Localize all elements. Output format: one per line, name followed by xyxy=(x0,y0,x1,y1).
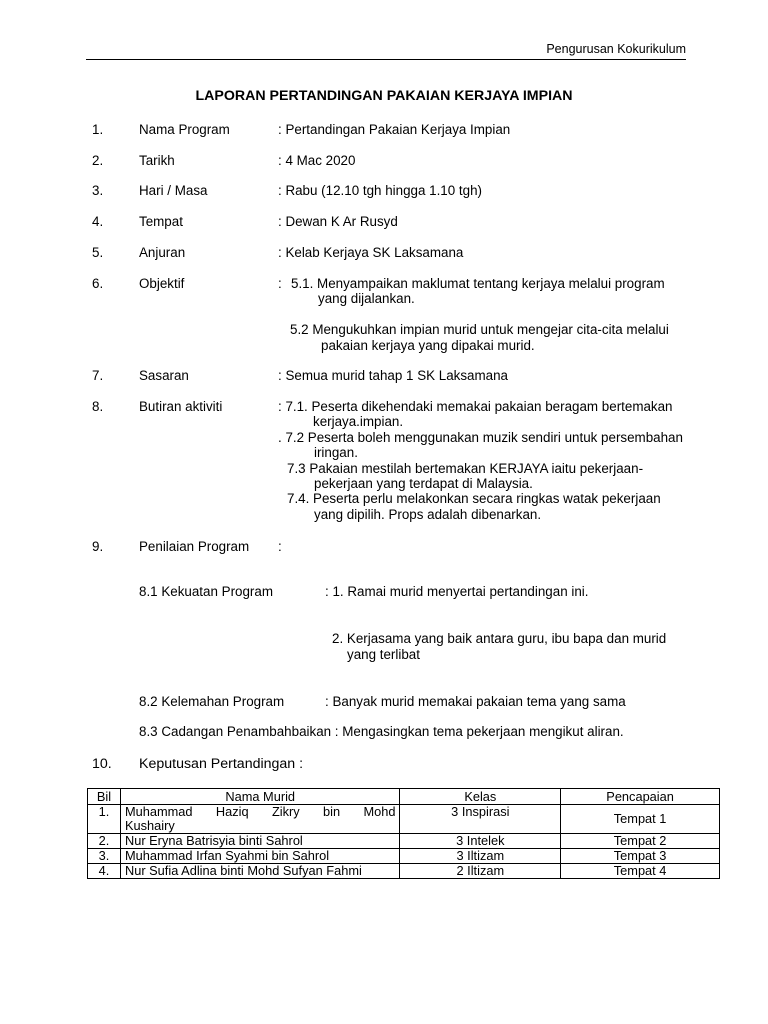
table-row xyxy=(88,805,720,834)
item-row-program-name xyxy=(0,122,768,140)
item-number: 3. xyxy=(92,183,104,198)
cell-name: Muhammad Irfan Syahmi bin Sahrol xyxy=(120,849,399,864)
page-header xyxy=(86,42,686,60)
table-row xyxy=(88,864,720,879)
cell-achievement: Tempat 4 xyxy=(561,864,720,879)
cell-class: 3 Intelek xyxy=(400,834,561,849)
item-value: : 7.1. Peserta dikehendaki memakai pakaian beragam bertemakan xyxy=(278,399,673,414)
cell-class: 3 Iltizam xyxy=(400,849,561,864)
item-value: : 4 Mac 2020 xyxy=(278,153,356,168)
item-label: Sasaran xyxy=(139,368,189,383)
cell-bil: 3. xyxy=(88,849,121,864)
item-number: 8. xyxy=(92,399,104,414)
cell-bil: 4. xyxy=(88,864,121,879)
cell-name: Nur Eryna Batrisyia binti Sahrol xyxy=(120,834,399,849)
item-number: 5. xyxy=(92,245,104,260)
weakness-value: : Banyak murid memakai pakaian tema yang sama xyxy=(325,694,626,709)
item-row-evaluation xyxy=(0,539,768,557)
column-header: Kelas xyxy=(400,789,561,805)
item-number: 7. xyxy=(92,368,104,383)
item-row-day-time xyxy=(0,183,768,201)
objective-1-line-1: 5.1. Menyampaikan maklumat tentang kerjaya melalui program xyxy=(291,276,665,291)
activity-1-line-2: kerjaya.impian. xyxy=(313,414,404,429)
name-line-1: Muhammad Haziq Zikry bin Mohd xyxy=(124,804,396,819)
activity-2-line-2: iringan. xyxy=(314,445,358,460)
strength-2-line-2: yang terlibat xyxy=(347,647,420,662)
item-label: Tempat xyxy=(139,214,183,229)
item-value: : xyxy=(278,276,282,291)
strength-1: : 1. Ramai murid menyertai pertandingan ini. xyxy=(325,584,589,599)
cell-class: 3 Inspirasi xyxy=(400,805,561,834)
item-number: 4. xyxy=(92,214,104,229)
objective-2-line-2: pakaian kerjaya yang dipakai murid. xyxy=(321,338,535,353)
activity-4-line-1: 7.4. Peserta perlu melakonkan secara ringkas watak pekerjaan xyxy=(287,491,661,506)
strength-2-line-1: 2. Kerjasama yang baik antara guru, ibu bapa dan murid xyxy=(332,631,667,646)
strength-label: 8.1 Kekuatan Program xyxy=(139,584,273,599)
item-value: : Semua murid tahap 1 SK Laksamana xyxy=(278,368,509,383)
cell-class: 2 Iltizam xyxy=(400,864,561,879)
item-row-date xyxy=(0,153,768,171)
item-value: : Dewan K Ar Rusyd xyxy=(278,214,398,229)
item-row-venue xyxy=(0,214,768,232)
cell-achievement: Tempat 2 xyxy=(561,834,720,849)
name-line-2: Kushairy xyxy=(124,818,175,833)
table-row xyxy=(88,849,720,864)
item-label: Anjuran xyxy=(139,245,186,260)
item-label: Tarikh xyxy=(139,153,175,168)
activity-3-line-2: pekerjaan yang terdapat di Malaysia. xyxy=(314,476,533,491)
table-row xyxy=(88,834,720,849)
cell-achievement: Tempat 3 xyxy=(561,849,720,864)
item-number: 10. xyxy=(92,756,112,772)
cell-bil: 2. xyxy=(88,834,121,849)
report-title: LAPORAN PERTANDINGAN PAKAIAN KERJAYA IMPIAN xyxy=(195,88,573,104)
item-value: : Pertandingan Pakaian Kerjaya Impian xyxy=(278,122,511,137)
column-header: Bil xyxy=(88,789,121,805)
item-number: 6. xyxy=(92,276,104,291)
cell-bil: 1. xyxy=(88,805,121,834)
item-label: Nama Program xyxy=(139,122,230,137)
item-label: Keputusan Pertandingan : xyxy=(139,756,304,772)
activity-2-line-1: . 7.2 Peserta boleh menggunakan muzik sendiri untuk persembahan xyxy=(278,430,683,445)
item-value: : xyxy=(278,539,282,554)
item-row-target xyxy=(0,368,768,386)
item-number: 1. xyxy=(92,122,104,137)
item-label: Hari / Masa xyxy=(139,183,208,198)
weakness-label: 8.2 Kelemahan Program xyxy=(139,694,285,709)
item-row-organizer xyxy=(0,245,768,263)
table-header-row xyxy=(88,789,720,805)
column-header: Nama Murid xyxy=(120,789,399,805)
activity-4-line-2: yang dipilih. Props adalah dibenarkan. xyxy=(314,507,542,522)
cell-achievement: Tempat 1 xyxy=(561,805,720,834)
item-value: : Kelab Kerjaya SK Laksamana xyxy=(278,245,464,260)
item-label: Objektif xyxy=(139,276,185,291)
decision-heading xyxy=(0,756,768,774)
objective-1-line-2: yang dijalankan. xyxy=(318,291,415,306)
activity-3-line-1: 7.3 Pakaian mestilah bertemakan KERJAYA iaitu pekerjaan- xyxy=(287,461,644,476)
cell-name: Nur Sufia Adlina binti Mohd Sufyan Fahmi xyxy=(120,864,399,879)
column-header: Pencapaian xyxy=(561,789,720,805)
item-value: : Rabu (12.10 tgh hingga 1.10 tgh) xyxy=(278,183,482,198)
department-label: Pengurusan Kokurikulum xyxy=(546,42,686,56)
item-label: Butiran aktiviti xyxy=(139,399,223,414)
objective-2-line-1: 5.2 Mengukuhkan impian murid untuk mengejar cita-cita melalui xyxy=(290,322,669,337)
improvement-suggestion: 8.3 Cadangan Penambahbaikan : Mengasingkan tema pekerjaan mengikut aliran. xyxy=(139,724,624,739)
cell-name xyxy=(120,805,399,834)
item-label: Penilaian Program xyxy=(139,539,250,554)
item-number: 2. xyxy=(92,153,104,168)
results-table xyxy=(87,788,720,879)
item-number: 9. xyxy=(92,539,104,554)
